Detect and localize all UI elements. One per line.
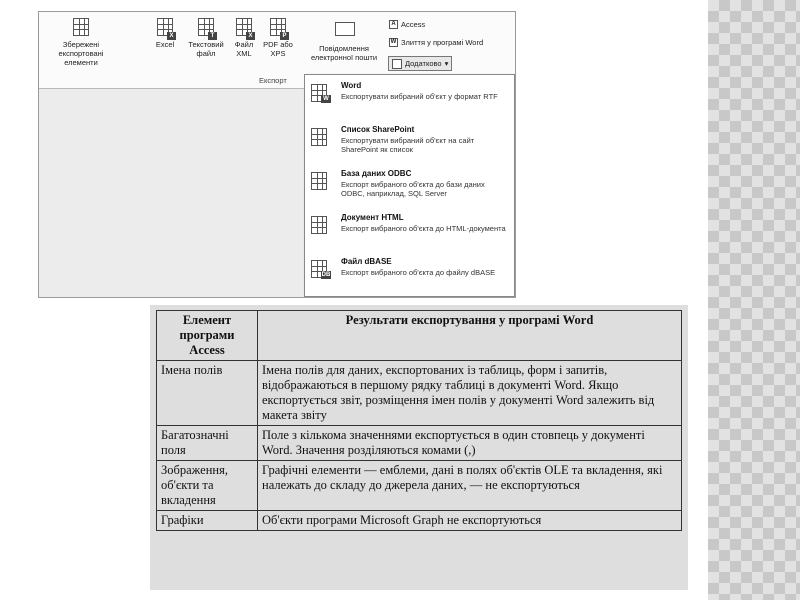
header-word-result: Результати експортування у програмі Word (258, 311, 682, 361)
excel-icon: X (156, 18, 174, 38)
text-file-export-button[interactable] (187, 18, 225, 58)
email-label: Повідомлення електронної пошти (310, 44, 378, 62)
more-label: Додатково (405, 59, 442, 68)
email-export-button[interactable] (307, 18, 381, 62)
menu-item-title: База даних ODBC (341, 169, 412, 178)
pdf-xps-export-button[interactable] (261, 18, 295, 58)
excel-label: Excel (155, 40, 175, 49)
table-row (157, 426, 682, 461)
row-element-cell: Зображення, об'єкти та вкладення (157, 461, 258, 511)
xml-file-label: Файл XML (234, 40, 254, 58)
menu-item-description: Експорт вибраного об'єкта до файлу dBASE (341, 268, 496, 277)
dbase-badge: DB (321, 272, 331, 278)
saved-exports-button[interactable] (41, 18, 121, 67)
row-element-cell: Багатозначні поля (157, 426, 258, 461)
menu-item-title: Документ HTML (341, 213, 404, 222)
row-result-cell: Імена полів для даних, експортованих із таблиць, форм і запитів, відображаються в першому рядку таблиці в документі Word. Якщо експортується звіт, розміщення імен полів у документі Word залежить від макета звіту (258, 361, 682, 426)
access-label: Access (401, 20, 426, 29)
row-result-cell: Поле з кількома значеннями експортується в один стовпець у документі Word. Значення розділяються комами (,) (258, 426, 682, 461)
decorative-pattern-strip (708, 0, 800, 600)
sharepoint-list-icon (311, 128, 327, 146)
table-row (157, 461, 682, 511)
menu-item-sharepoint[interactable] (311, 125, 511, 165)
menu-item-description: Експортувати вибраний об'єкт на сайт SharePoint як список (341, 136, 475, 154)
menu-item-title: Word (341, 81, 362, 90)
row-element-cell: Імена полів (157, 361, 258, 426)
menu-item-title: Список SharePoint (341, 125, 415, 134)
menu-item-odbc[interactable] (311, 169, 511, 209)
pdf-xps-icon: P (269, 18, 287, 38)
chevron-down-icon: ▾ (444, 59, 449, 68)
menu-item-description: Експорт вибраного об'єкта до бази даних ODBC, наприклад, SQL Server (341, 180, 485, 198)
menu-item-dbase[interactable] (311, 257, 511, 297)
menu-item-description: Експорт вибраного об'єкта до HTML-документа (341, 224, 506, 233)
more-icon (392, 59, 402, 69)
export-group-label: Експорт (259, 76, 287, 85)
access-icon: A (389, 20, 398, 29)
word-merge-icon: W (390, 39, 397, 45)
table-row (157, 511, 682, 531)
table-row (157, 361, 682, 426)
pdf-xps-label: PDF або XPS (263, 40, 293, 58)
html-document-icon (311, 216, 327, 234)
word-badge: W (321, 95, 331, 103)
word-merge-label: Злиття у програмі Word (401, 38, 484, 47)
excel-export-button[interactable] (149, 18, 181, 49)
access-export-button[interactable] (389, 20, 425, 29)
menu-item-description: Експортувати вибраний об'єкт у формат RTF (341, 92, 498, 101)
access-ribbon-screenshot (38, 11, 516, 298)
export-results-table-panel (150, 305, 688, 590)
export-results-table (156, 310, 682, 531)
row-result-cell: Об'єкти програми Microsoft Graph не експортуються (258, 511, 682, 531)
saved-exports-label: Збережені експортовані елементи (58, 40, 104, 67)
xml-file-icon: X (235, 18, 253, 38)
menu-item-word[interactable] (311, 81, 511, 121)
saved-exports-icon (72, 18, 90, 38)
odbc-database-icon (311, 172, 327, 190)
row-element-cell: Графіки (157, 511, 258, 531)
xml-file-export-button[interactable] (229, 18, 259, 58)
text-file-label: Текстовий файл (188, 40, 224, 58)
more-export-menu (304, 74, 515, 297)
more-export-button[interactable] (388, 56, 452, 71)
text-file-icon: T (197, 18, 215, 38)
header-access-element: Елемент програми Access (157, 311, 258, 361)
word-merge-button[interactable] (389, 38, 483, 47)
menu-item-title: Файл dBASE (341, 257, 392, 266)
table-header-row (157, 311, 682, 361)
email-icon (335, 22, 353, 42)
menu-item-html[interactable] (311, 213, 511, 253)
row-result-cell: Графічні елементи — емблеми, дані в полях об'єктів OLE та вкладення, які належать до складу до джерела даних, — не експортуються (258, 461, 682, 511)
